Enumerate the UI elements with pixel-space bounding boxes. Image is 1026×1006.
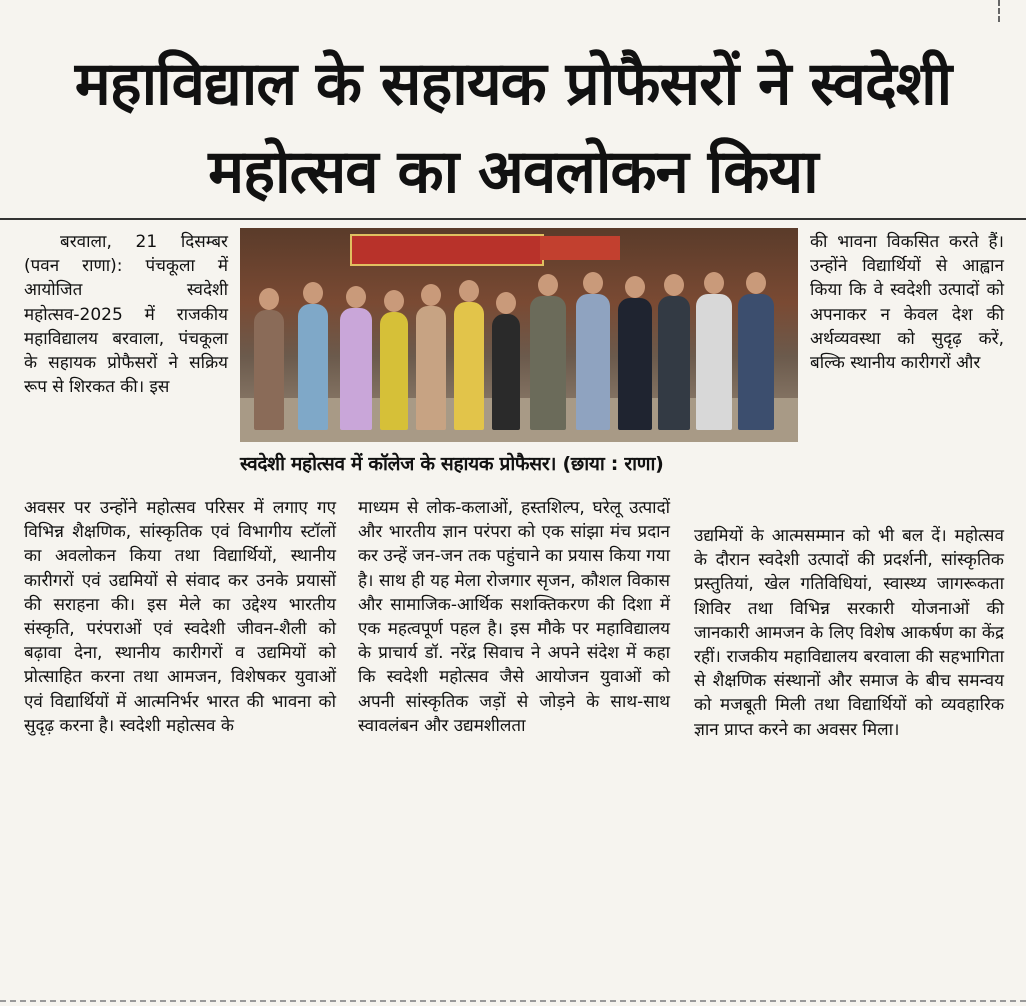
photo-person [340, 308, 372, 430]
paragraph-col1-continued: अवसर पर उन्होंने महोत्सव परिसर में लगाए गए विभिन्न शैक्षणिक, सांस्कृतिक एवं विभागीय स्टॉलों का अवलोकन किया तथा विद्यार्थियों, स्थानीय कारीगरों एवं उद्यमियों से संवाद कर उनके प्रयासों की सराहना की। इस मेले का उद्देश्य भारतीय संस्कृति, परंपराओं एवं स्वदेशी जीवन-शैली को बढ़ावा देना, स्थानीय कारीगरों व उद्यमियों को प्रोत्साहित करना तथा आमजन, विशेषकर युवाओं एवं विद्यार्थियों में आत्मनिर्भर भारत की भावना को सुदृढ़ करना है। स्वदेशी महोत्सव के [24, 498, 336, 736]
column-2 [358, 496, 670, 738]
photo-stall-banner [350, 234, 544, 266]
headline-line-1: महाविद्याल के सहायक प्रोफैसरों ने स्वदेशी [74, 49, 952, 119]
photo-stall-banner [540, 236, 620, 260]
news-photo [240, 228, 798, 442]
photo-person [576, 294, 610, 430]
paragraph-col3-top: की भावना विकसित करते हैं। उन्होंने विद्यार्थियों से आह्वान किया कि वे स्वदेशी उत्पादों को अपनाकर न केवल देश की अर्थव्यवस्था को सुदृढ़ करें, बल्कि स्थानीय कारीगरों और [810, 232, 1004, 374]
photo-person [738, 294, 774, 430]
headline [0, 40, 1026, 216]
column-3-top [810, 230, 1004, 375]
photo-person [380, 312, 408, 430]
column-1-bottom [24, 496, 336, 738]
photo-person [254, 310, 284, 430]
photo-person [298, 304, 328, 430]
photo-person [416, 306, 446, 430]
photo-person [696, 294, 732, 430]
photo-person [492, 314, 520, 430]
paragraph-col3-bottom: उद्यमियों के आत्मसम्मान को भी बल दें। महोत्सव के दौरान स्वदेशी उत्पादों की प्रदर्शनी, सांस्कृतिक प्रस्तुतियां, खेल गतिविधियां, स्वास्थ्य जागरूकता शिविर तथा विभिन्न सरकारी योजनाओं की जानकारी आमजन के लिए विशेष आकर्षण का केंद्र रहीं। राजकीय महाविद्यालय बरवाला की सहभागिता से शैक्षणिक संस्थानों और समाज के बीच समन्वय को मजबूती मिली तथा विद्यार्थियों को व्यवहारिक ज्ञान प्राप्त करने का अवसर मिला। [694, 526, 1004, 740]
photo-person [658, 296, 690, 430]
paragraph-dateline: बरवाला, 21 दिसम्बर (पवन राणा): पंचकूला में आयोजित स्वदेशी महोत्सव-2025 में राजकीय महाविद्यालय बरवाला, पंचकूला के सहायक प्रोफैसरों ने सक्रिय रूप से शिरकत की। इस [24, 232, 228, 398]
column-1-top [24, 230, 228, 399]
photo-caption: स्वदेशी महोत्सव में कॉलेज के सहायक प्रोफैसर। (छाया : राणा) [240, 453, 664, 475]
photo-person [454, 302, 484, 430]
clipping-border-top [998, 0, 1000, 22]
clipping-border-bottom [0, 1000, 1026, 1002]
photo-person [530, 296, 566, 430]
headline-line-2: महोत्सव का अवलोकन किया [208, 137, 818, 207]
headline-divider [0, 218, 1026, 220]
paragraph-col2: माध्यम से लोक-कलाओं, हस्तशिल्प, घरेलू उत्पादों और भारतीय ज्ञान परंपरा को एक सांझा मंच प्रदान कर उन्हें जन-जन तक पहुंचाने का प्रयास किया गया है। साथ ही यह मेला रोजगार सृजन, कौशल विकास और सामाजिक-आर्थिक सशक्तिकरण की दिशा में एक महत्वपूर्ण पहल है। इस मौके पर महाविद्यालय के प्राचार्य डॉ. नरेंद्र सिवाच ने अपने संदेश में कहा कि स्वदेशी महोत्सव जैसे आयोजन युवाओं को अपनी सांस्कृतिक जड़ों से जोड़ने के साथ-साथ स्वावलंबन और उद्यमशीलता [358, 498, 670, 736]
column-3-bottom [694, 524, 1004, 742]
photo-person [618, 298, 652, 430]
